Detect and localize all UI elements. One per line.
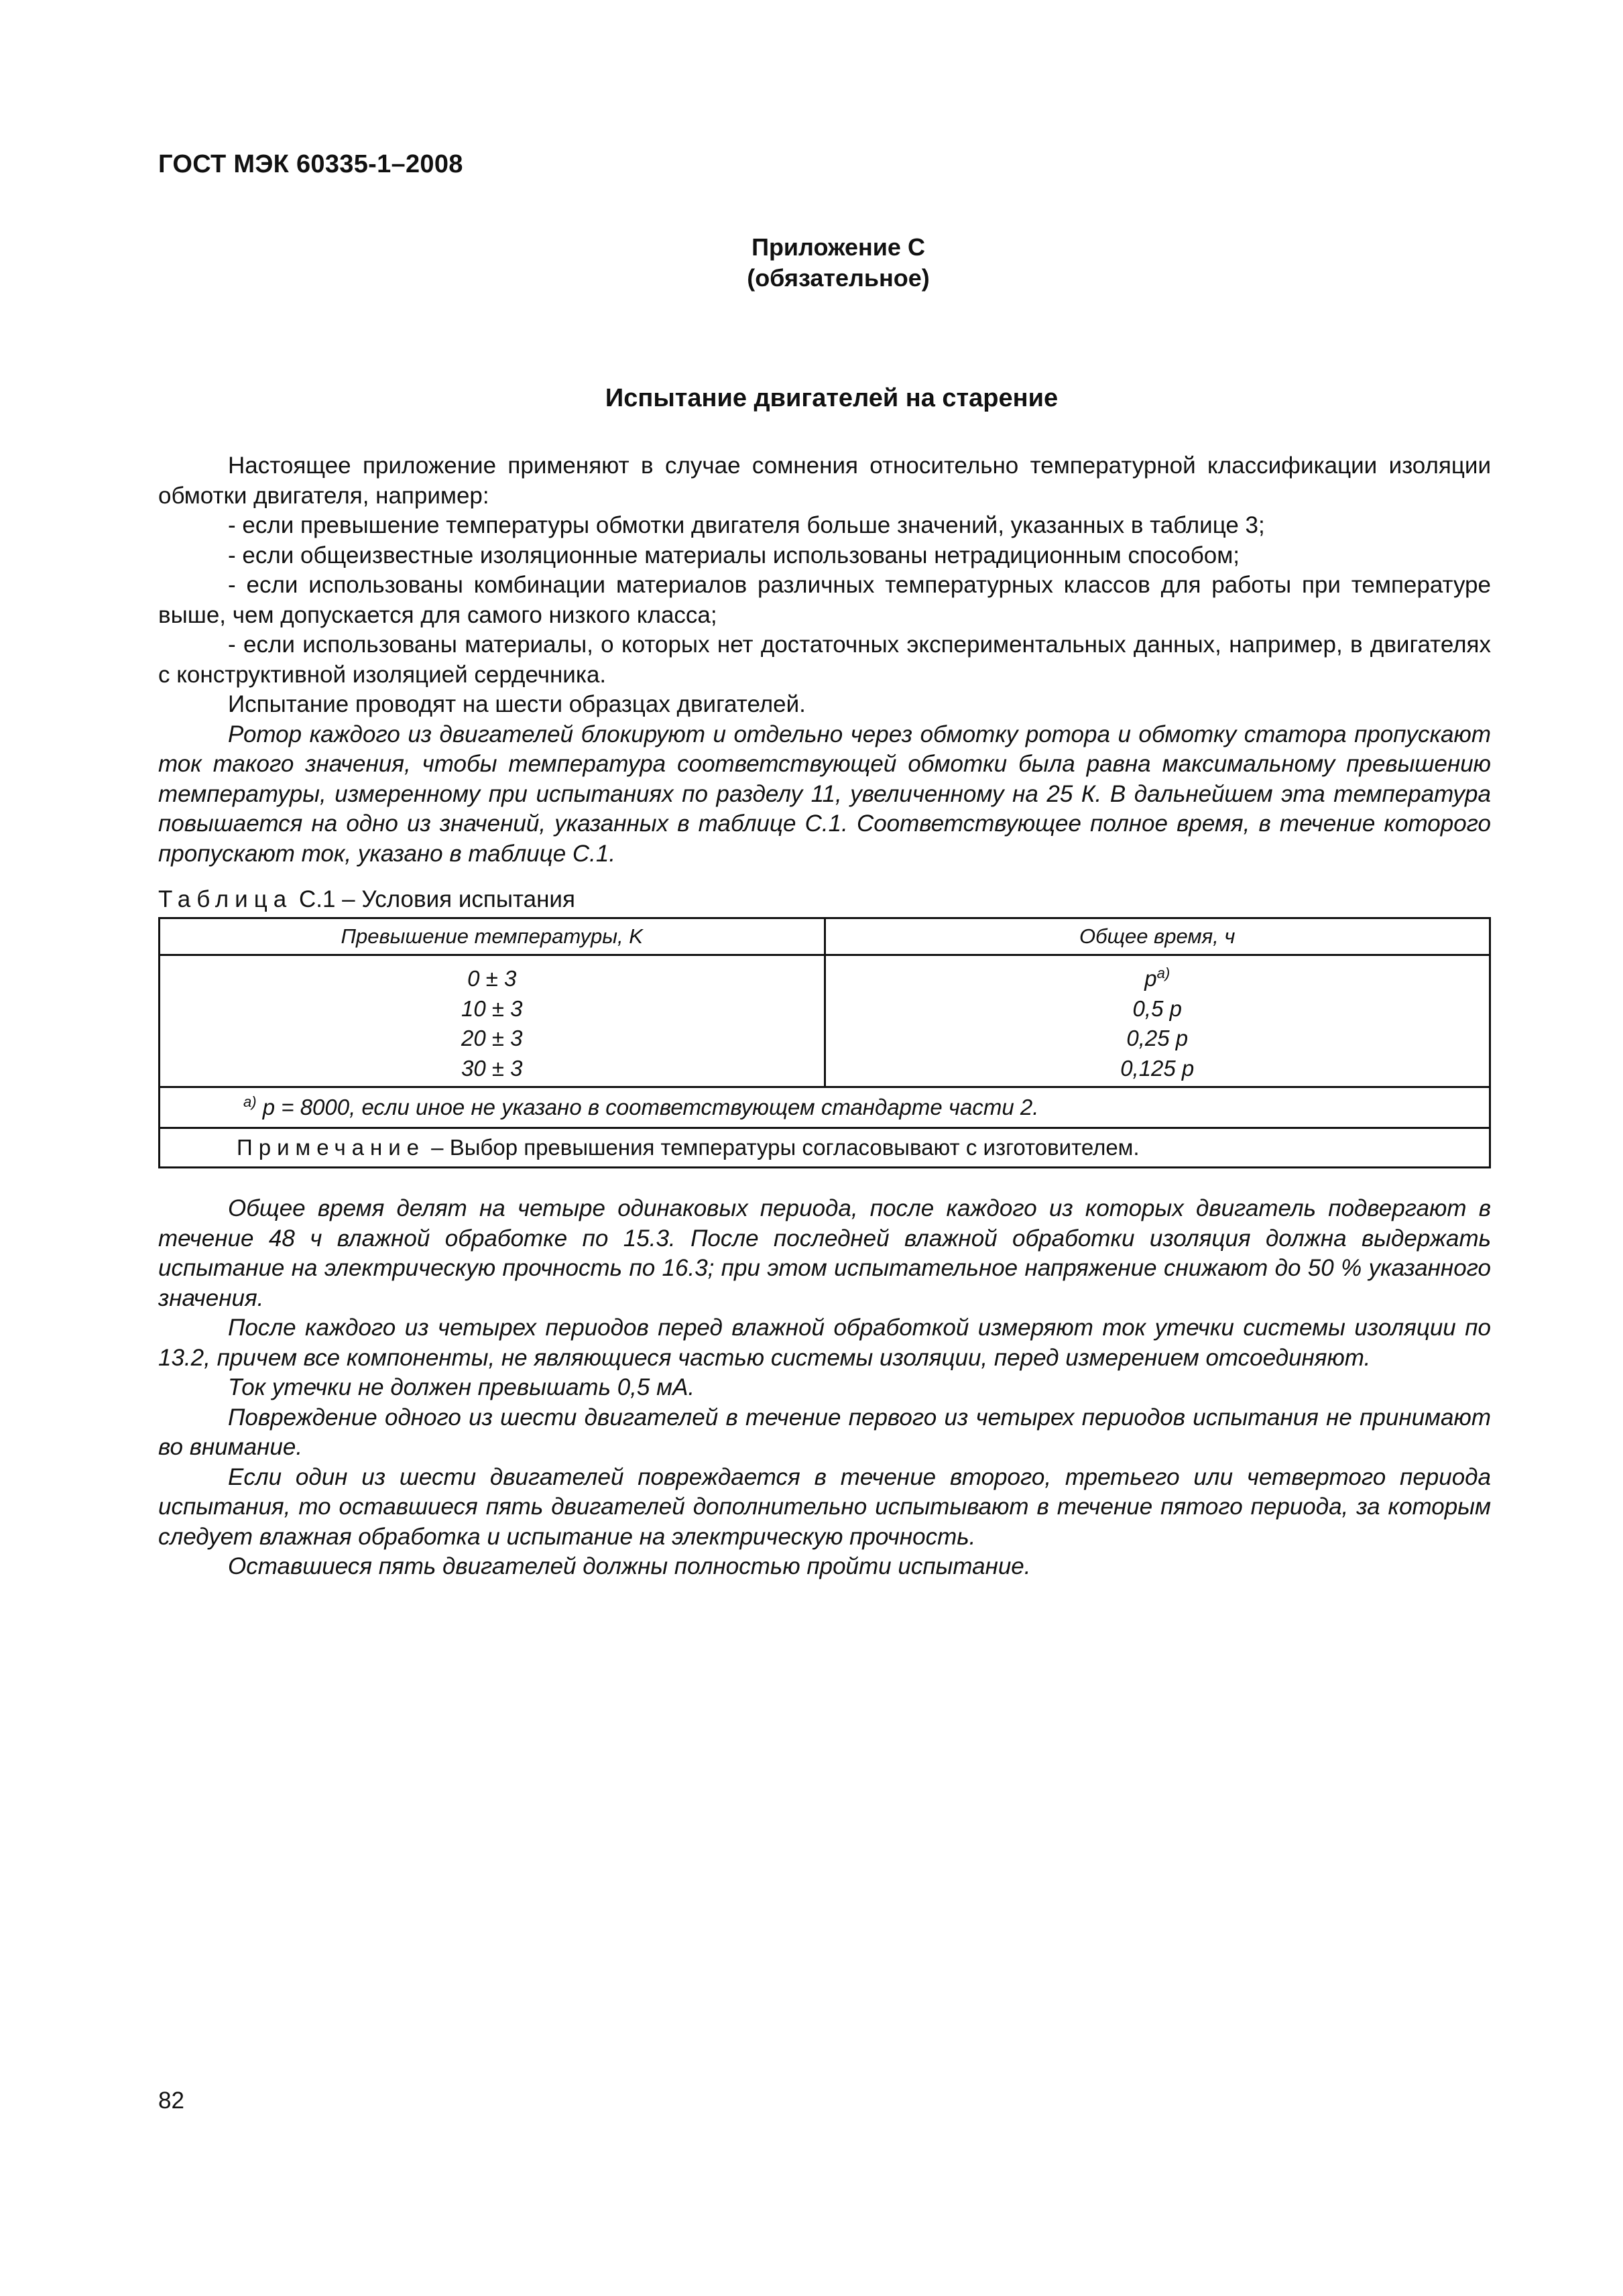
paragraph: Оставшиеся пять двигателей должны полностью пройти испытание. bbox=[228, 1553, 1031, 1579]
table-footnote-row bbox=[160, 1087, 1490, 1128]
paragraph: Испытание проводят на шести образцах двигателей. bbox=[228, 691, 806, 717]
procedure-text bbox=[158, 1194, 1491, 1582]
paragraph: Если один из шести двигателей повреждается в течение второго, третьего или четвертого периода испытания, то оставшиеся пять двигателей дополнительно испытывают в течение пятого периода, за которым следует влажная обработка и испытание на электрическую прочность. bbox=[158, 1463, 1491, 1550]
annex-title: Приложение С bbox=[752, 233, 925, 261]
time-value: 0,25 p bbox=[1126, 1026, 1189, 1050]
section-title: Испытание двигателей на старение bbox=[605, 384, 1059, 412]
temperature-value: 20 ± 3 bbox=[461, 1026, 523, 1050]
note-label: Примечание bbox=[237, 1135, 426, 1160]
list-item: - если использованы комбинации материалов различных температурных классов для работы при температуре выше, чем допускается для самого низкого класса; bbox=[158, 572, 1491, 628]
footnote-mark: a) bbox=[243, 1093, 257, 1110]
table-note-row bbox=[160, 1128, 1490, 1168]
table-data-row bbox=[160, 955, 1490, 1087]
list-item: - если использованы материалы, о которых нет достаточных экспериментальных данных, например, в двигателях с конструктивной изоляцией сердечника. bbox=[158, 631, 1491, 688]
table-caption-text: С.1 – Условия испытания bbox=[298, 886, 575, 912]
table-caption bbox=[158, 885, 575, 914]
page-number: 82 bbox=[158, 2088, 184, 2114]
annex-heading bbox=[0, 232, 1623, 294]
annex-status: (обязательное) bbox=[747, 264, 930, 292]
footnote-text: p = 8000, если иное не указано в соответствующем стандарте части 2. bbox=[262, 1095, 1039, 1120]
list-item: - если общеизвестные изоляционные материалы использованы нетрадиционным способом; bbox=[228, 542, 1240, 568]
time-value: 0,125 p bbox=[1120, 1055, 1195, 1081]
temperature-value: 30 ± 3 bbox=[461, 1055, 523, 1081]
document-id-header: ГОСТ МЭК 60335-1–2008 bbox=[158, 150, 463, 178]
paragraph: После каждого из четырех периодов перед влажной обработкой измеряют ток утечки системы изоляции по 13.2, причем все компоненты, не являющиеся частью системы изоляции, перед измерением отсоединяют. bbox=[158, 1315, 1491, 1371]
paragraph-italic: Ротор каждого из двигателей блокируют и отдельно через обмотку ротора и обмотку статора пропускают ток такого значения, чтобы температура соответствующей обмотки была равна максимальному превышению температуры, измеренному при испытаниях по разделу 11, увеличенному на 25 К. В дальнейшем эта температура повышается на одно из значений, указанных в таблице С.1. Соответствующее полное время, в течение которого пропускают ток, указано в таблице С.1. bbox=[158, 721, 1491, 867]
paragraph: Ток утечки не должен превышать 0,5 мА. bbox=[228, 1374, 695, 1400]
column-header-temperature: Превышение температуры, K bbox=[160, 918, 825, 955]
time-value: 0,5 p bbox=[1132, 995, 1182, 1021]
list-item: - если превышение температуры обмотки двигателя больше значений, указанных в таблице 3; bbox=[228, 512, 1265, 538]
note-text: – Выбор превышения температуры согласовывают с изготовителем. bbox=[425, 1135, 1140, 1160]
paragraph: Повреждение одного из шести двигателей в течение первого из четырех периодов испытания не принимают во внимание. bbox=[158, 1404, 1491, 1460]
time-values-cell bbox=[825, 955, 1490, 1087]
table-note bbox=[160, 1128, 1490, 1168]
time-value: $p^{a)}$ bbox=[1144, 965, 1170, 991]
temperature-value: 0 ± 3 bbox=[467, 966, 517, 991]
column-header-time: Общее время, ч bbox=[825, 918, 1490, 955]
paragraph: Настоящее приложение применяют в случае сомнения относительно температурной классификации изоляции обмотки двигателя, например: bbox=[158, 452, 1491, 509]
conditions-table bbox=[158, 917, 1491, 1168]
table-caption-label: Таблица bbox=[158, 886, 293, 912]
table-footnote bbox=[160, 1087, 1490, 1128]
table-header-row bbox=[160, 918, 1490, 955]
temperature-values-cell bbox=[160, 955, 825, 1087]
temperature-value: 10 ± 3 bbox=[461, 995, 523, 1021]
footnote-ref: a) bbox=[1156, 965, 1170, 981]
intro-text bbox=[158, 451, 1491, 869]
paragraph: Общее время делят на четыре одинаковых периода, после каждого из которых двигатель подвергают в течение 48 ч влажной обработке по 15.3. После последней влажной обработки изоляция должна выдержать испытание на электрическую прочность по 16.3; при этом испытательное напряжение снижают до 50 % указанного значения. bbox=[158, 1195, 1491, 1311]
